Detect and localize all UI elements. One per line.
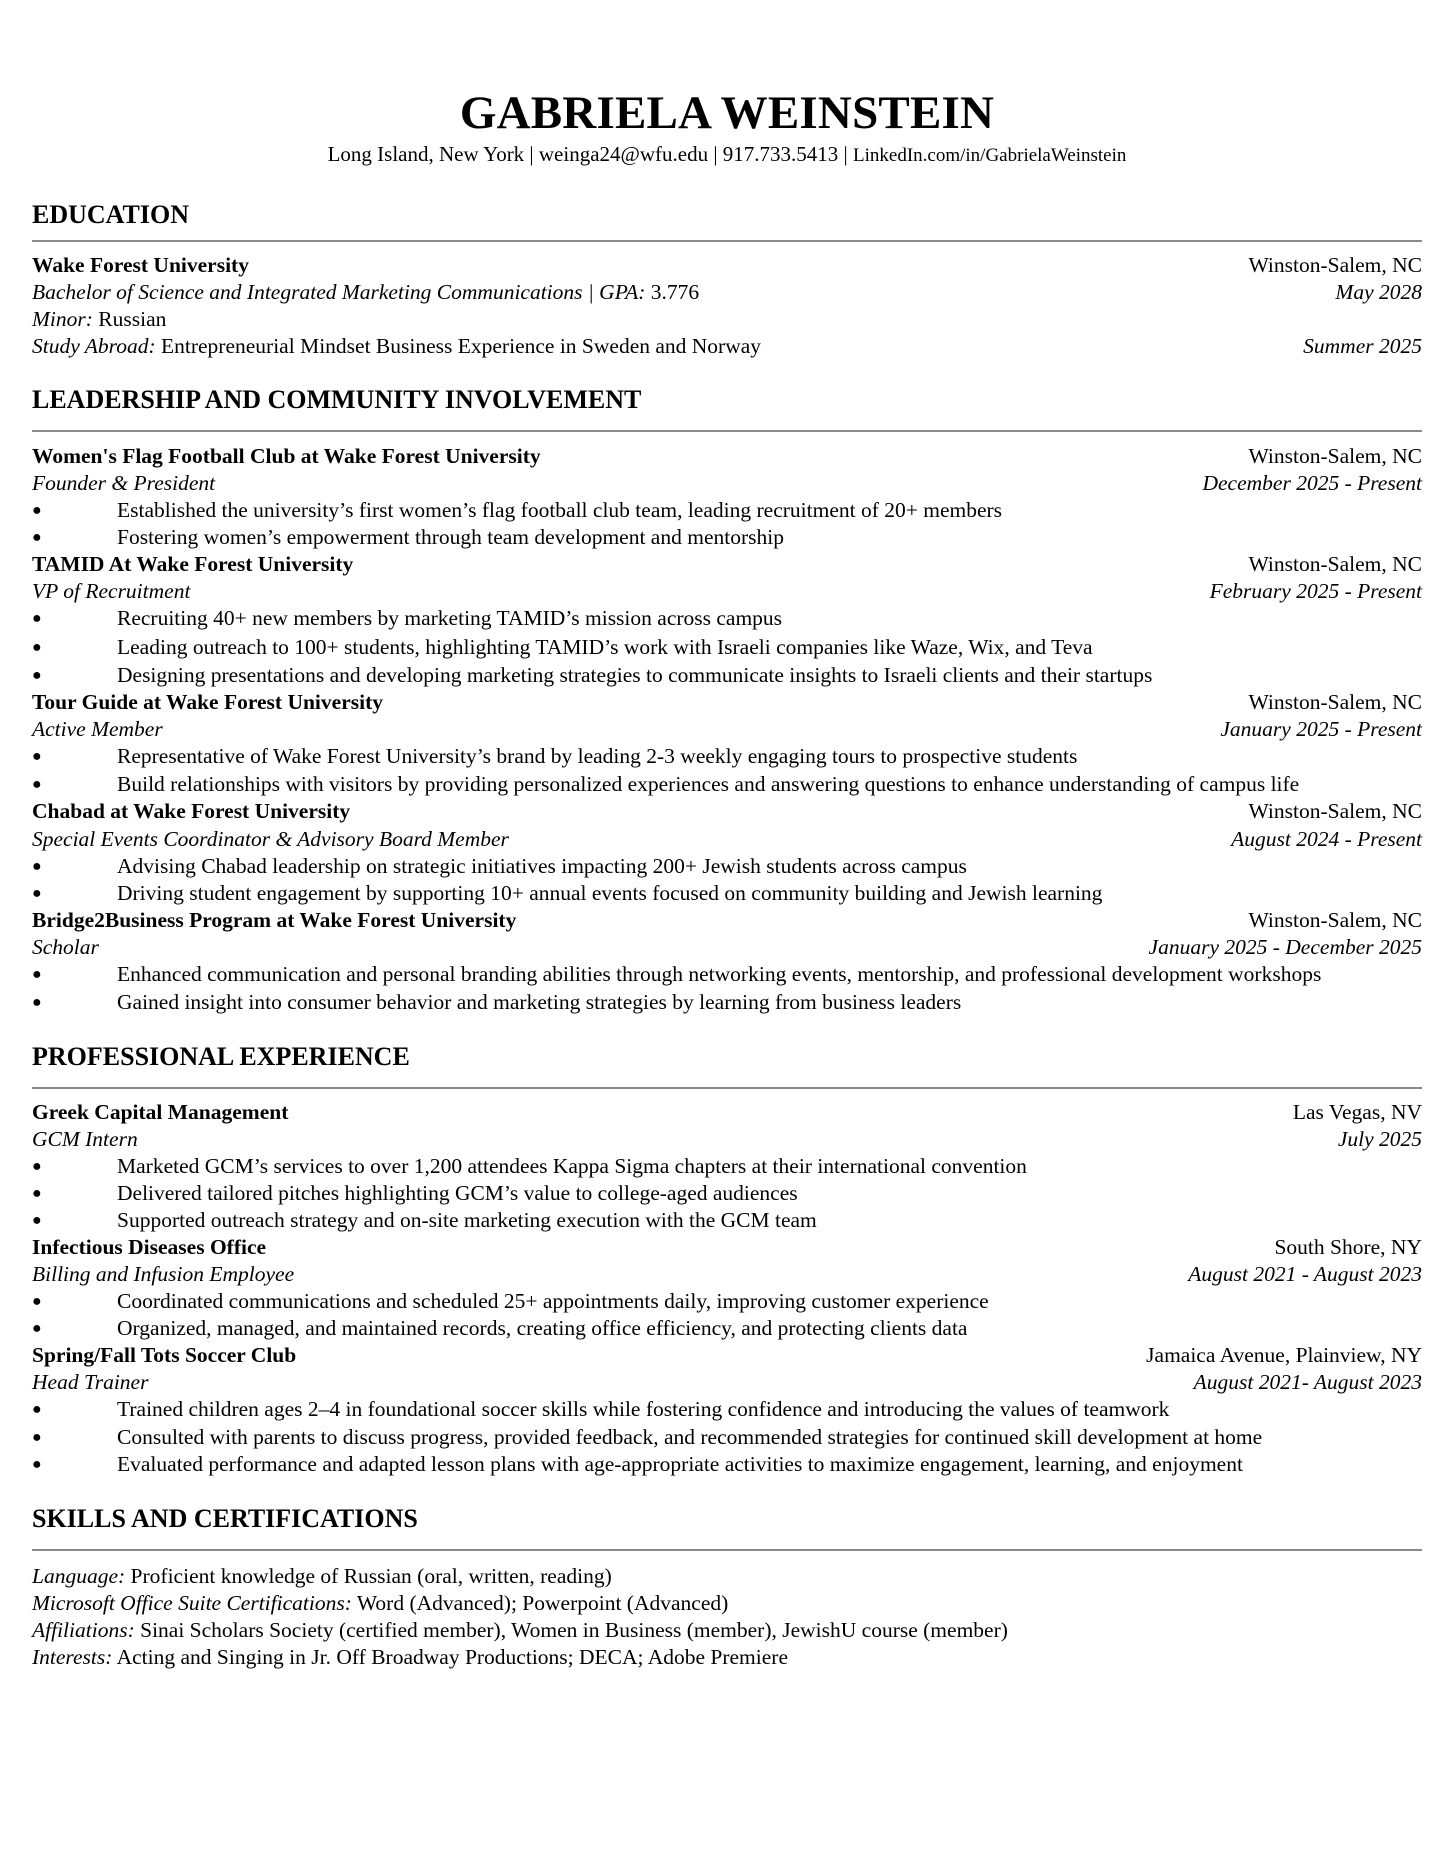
bullet-item [32, 880, 1445, 907]
abroad-line [32, 333, 761, 360]
bullet-text: Fostering women’s empowerment through team development and mentorship [117, 525, 784, 549]
entry-role-row [32, 1261, 1422, 1288]
bullet-text: Consulted with parents to discuss progress, provided feedback, and recommended strategies for continued skill development at home [117, 1425, 1263, 1449]
bullet-text: Recruiting 40+ new members by marketing TAMID’s mission across campus [117, 606, 783, 630]
bullet-icon: ● [32, 529, 42, 546]
bullet-item [32, 605, 1445, 632]
education-minor-row [32, 306, 1422, 333]
bullet-icon: ● [32, 748, 42, 765]
organization-name: Women's Flag Football Club at Wake Forest University [32, 444, 541, 468]
contact-details: Long Island, New York | weinga24@wfu.edu | 917.733.5413 | [327, 142, 854, 166]
skill-affiliations [32, 1617, 1008, 1644]
entry-header-row [32, 798, 1422, 825]
education-school-row [32, 252, 1422, 279]
abroad-value: Entrepreneurial Mindset Business Experience in Sweden and Norway [155, 334, 762, 358]
bullet-item [32, 1207, 1445, 1234]
entry-header-row [32, 1234, 1422, 1261]
bullet-text: Designing presentations and developing marketing strategies to communicate insights to Israeli clients and their startups [117, 663, 1153, 687]
entry-role-row [32, 934, 1422, 961]
bullet-icon: ● [32, 639, 42, 656]
entry-dates: August 2021- August 2023 [1193, 1370, 1422, 1394]
abroad-label: Study Abroad: [32, 334, 156, 358]
skill-value: Acting and Singing in Jr. Off Broadway Productions; DECA; Adobe Premiere [112, 1645, 788, 1669]
bullet-icon: ● [32, 776, 42, 793]
minor-value: Russian [92, 307, 167, 331]
education-abroad-row [32, 333, 1422, 360]
role-title: Head Trainer [32, 1370, 149, 1394]
bullet-text: Organized, managed, and maintained records, creating office efficiency, and protecting clients data [117, 1316, 968, 1340]
organization-name: Chabad at Wake Forest University [32, 799, 351, 823]
bullet-icon: ● [32, 1293, 42, 1310]
bullet-text: Supported outreach strategy and on-site marketing execution with the GCM team [117, 1208, 817, 1232]
role-title: Founder & President [32, 471, 216, 495]
abroad-date: Summer 2025 [1303, 334, 1422, 358]
bullet-item [32, 743, 1445, 770]
entry-dates: December 2025 - Present [1202, 471, 1422, 495]
bullet-item [32, 1424, 1445, 1451]
skill-language [32, 1563, 612, 1590]
bullet-text: Established the university’s first women’s flag football club team, leading recruitment of 20+ members [117, 498, 1003, 522]
organization-name: Greek Capital Management [32, 1100, 289, 1124]
skill-label: Microsoft Office Suite Certifications: [32, 1591, 352, 1615]
bullet-item [32, 1315, 1445, 1342]
organization-name: TAMID At Wake Forest University [32, 552, 354, 576]
entry-header-row [32, 907, 1422, 934]
entry-location: South Shore, NY [1274, 1235, 1422, 1259]
bullet-icon: ● [32, 1456, 42, 1473]
bullet-icon: ● [32, 885, 42, 902]
bullet-icon: ● [32, 858, 42, 875]
section-divider [32, 1087, 1422, 1089]
section-divider [32, 240, 1422, 242]
bullet-item [32, 961, 1445, 988]
entry-location: Winston-Salem, NC [1248, 908, 1422, 932]
school-location: Winston-Salem, NC [1248, 253, 1422, 277]
bullet-text: Leading outreach to 100+ students, highlighting TAMID’s work with Israeli companies like Waze, Wix, and Teva [117, 635, 1093, 659]
contact-line [32, 141, 1422, 169]
bullet-icon: ● [32, 667, 42, 684]
entry-location: Winston-Salem, NC [1248, 799, 1422, 823]
section-divider [32, 1549, 1422, 1551]
skill-interests [32, 1644, 788, 1671]
bullet-icon: ● [32, 994, 42, 1011]
bullet-text: Representative of Wake Forest University’s brand by leading 2-3 weekly engaging tours to prospective students [117, 744, 1078, 768]
bullet-icon: ● [32, 502, 42, 519]
role-title: Billing and Infusion Employee [32, 1262, 295, 1286]
bullet-text: Trained children ages 2–4 in foundational soccer skills while fostering confidence and introducing the values of teamwork [117, 1397, 1170, 1421]
bullet-text: Evaluated performance and adapted lesson plans with age-appropriate activities to maximize engagement, learning, and enjoyment [117, 1452, 1243, 1476]
degree-label: Bachelor of Science and Integrated Marketing Communications | GPA: [32, 280, 646, 304]
skill-value: Sinai Scholars Society (certified member), Women in Business (member), JewishU course (member) [134, 1618, 1008, 1642]
entry-location: Winston-Salem, NC [1248, 690, 1422, 714]
bullet-text: Driving student engagement by supporting 10+ annual events focused on community building and Jewish learning [117, 881, 1103, 905]
bullet-item [32, 853, 1445, 880]
section-divider [32, 430, 1422, 432]
entry-dates: August 2021 - August 2023 [1188, 1262, 1422, 1286]
organization-name: Infectious Diseases Office [32, 1235, 267, 1259]
entry-header-row [32, 1342, 1422, 1369]
entry-role-row [32, 826, 1422, 853]
school-name: Wake Forest University [32, 253, 249, 277]
entry-dates: February 2025 - Present [1209, 579, 1422, 603]
entry-role-row [32, 1126, 1422, 1153]
organization-name: Bridge2Business Program at Wake Forest University [32, 908, 517, 932]
bullet-icon: ● [32, 966, 42, 983]
bullet-icon: ● [32, 1212, 42, 1229]
role-title: Scholar [32, 935, 99, 959]
organization-name: Spring/Fall Tots Soccer Club [32, 1343, 297, 1367]
skill-label: Affiliations: [32, 1618, 135, 1642]
entry-dates: August 2024 - Present [1231, 827, 1422, 851]
entry-dates: January 2025 - Present [1220, 717, 1422, 741]
bullet-item [32, 634, 1445, 661]
entry-header-row [32, 1099, 1422, 1126]
bullet-item [32, 524, 1445, 551]
entry-location: Jamaica Avenue, Plainview, NY [1146, 1343, 1422, 1367]
bullet-item [32, 497, 1445, 524]
bullet-text: Build relationships with visitors by providing personalized experiences and answering questions to enhance understanding of campus life [117, 772, 1300, 796]
minor-label: Minor: [32, 307, 93, 331]
bullet-text: Delivered tailored pitches highlighting GCM’s value to college-aged audiences [117, 1181, 798, 1205]
bullet-icon: ● [32, 1429, 42, 1446]
role-title: Special Events Coordinator & Advisory Board Member [32, 827, 509, 851]
entry-role-row [32, 716, 1422, 743]
role-title: Active Member [32, 717, 163, 741]
skill-label: Language: [32, 1564, 126, 1588]
experience-heading: PROFESSIONAL EXPERIENCE [32, 1042, 410, 1071]
bullet-text: Marketed GCM’s services to over 1,200 attendees Kappa Sigma chapters at their international convention [117, 1154, 1027, 1178]
degree-line [32, 279, 699, 306]
linkedin-link[interactable]: LinkedIn.com/in/GabrielaWeinstein [853, 145, 1127, 166]
organization-name: Tour Guide at Wake Forest University [32, 690, 383, 714]
bullet-text: Coordinated communications and scheduled 25+ appointments daily, improving customer experience [117, 1289, 989, 1313]
entry-location: Winston-Salem, NC [1248, 552, 1422, 576]
bullet-text: Advising Chabad leadership on strategic initiatives impacting 200+ Jewish students across campus [117, 854, 967, 878]
role-title: GCM Intern [32, 1127, 138, 1151]
bullet-item [32, 1288, 1445, 1315]
skills-heading: SKILLS AND CERTIFICATIONS [32, 1504, 418, 1533]
bullet-icon: ● [32, 1320, 42, 1337]
candidate-name: GABRIELA WEINSTEIN [459, 87, 995, 139]
skill-value: Word (Advanced); Powerpoint (Advanced) [351, 1591, 729, 1615]
bullet-icon: ● [32, 1185, 42, 1202]
entry-dates: July 2025 [1337, 1127, 1422, 1151]
minor-line [32, 306, 166, 333]
entry-dates: January 2025 - December 2025 [1148, 935, 1422, 959]
bullet-item [32, 1396, 1445, 1423]
bullet-item [32, 662, 1445, 689]
leadership-heading: LEADERSHIP AND COMMUNITY INVOLVEMENT [32, 385, 642, 414]
bullet-item [32, 771, 1445, 798]
skill-label: Interests: [32, 1645, 113, 1669]
role-title: VP of Recruitment [32, 579, 191, 603]
skill-certifications [32, 1590, 728, 1617]
bullet-item [32, 989, 1445, 1016]
entry-role-row [32, 470, 1422, 497]
gpa-value: 3.776 [645, 280, 700, 304]
bullet-icon: ● [32, 1401, 42, 1418]
entry-role-row [32, 578, 1422, 605]
bullet-icon: ● [32, 1158, 42, 1175]
entry-header-row [32, 689, 1422, 716]
bullet-icon: ● [32, 610, 42, 627]
entry-role-row [32, 1369, 1422, 1396]
bullet-text: Enhanced communication and personal branding abilities through networking events, mentorship, and professional development workshops [117, 962, 1322, 986]
graduation-date: May 2028 [1335, 280, 1422, 304]
bullet-item [32, 1451, 1445, 1478]
education-heading: EDUCATION [32, 200, 189, 229]
bullet-item [32, 1153, 1445, 1180]
entry-location: Las Vegas, NV [1292, 1100, 1422, 1124]
skill-value: Proficient knowledge of Russian (oral, written, reading) [125, 1564, 612, 1588]
bullet-text: Gained insight into consumer behavior and marketing strategies by learning from business leaders [117, 990, 962, 1014]
entry-header-row [32, 551, 1422, 578]
entry-location: Winston-Salem, NC [1248, 444, 1422, 468]
bullet-item [32, 1180, 1445, 1207]
entry-header-row [32, 443, 1422, 470]
education-degree-row [32, 279, 1422, 306]
